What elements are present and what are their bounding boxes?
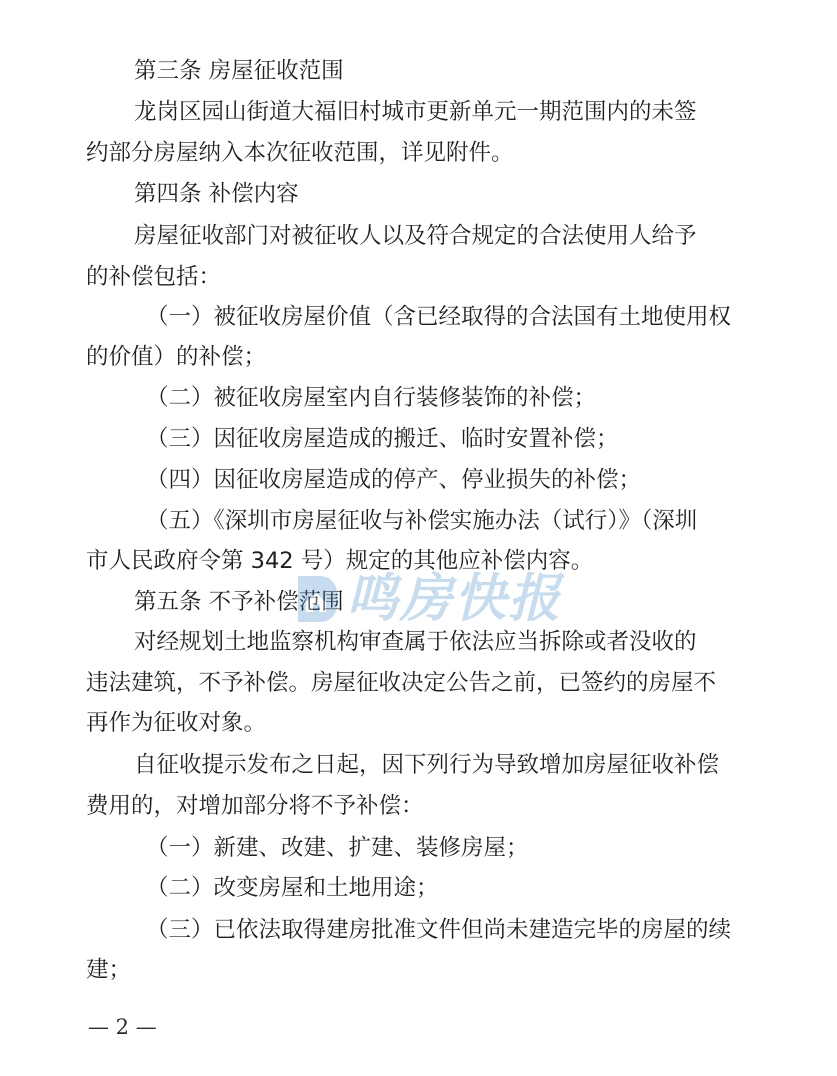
article-5-line-5: 费用的，对增加部分将不予补偿： (86, 793, 424, 819)
article-5-line-3: 再作为征收对象。 (86, 710, 267, 736)
article-4-item-3: （三）因征收房屋造成的搬迁、临时安置补偿； (146, 426, 619, 452)
article-4-item-2: （二）被征收房屋室内自行装修装饰的补偿； (146, 385, 597, 411)
article-5-heading: 第五条 不予补偿范围 (134, 589, 344, 615)
article-4-item-1: （一）被征收房屋价值（含已经取得的合法国有土地使用权 (146, 304, 732, 330)
article-5-item-1: （一）新建、改建、扩建、装修房屋； (146, 835, 529, 861)
article-4-item-5: （五）《深圳市房屋征收与补偿实施办法（试行）》（深圳 (146, 508, 698, 534)
article-3-line-1: 龙岗区园山街道大福旧村城市更新单元一期范围内的未签 (134, 99, 697, 125)
article-4-line-1: 房屋征收部门对被征收人以及符合规定的合法使用人给予 (134, 223, 697, 249)
article-5-item-3-cont: 建； (86, 957, 132, 983)
article-4-item-5-cont: 市人民政府令第 342 号）规定的其他应补偿内容。 (86, 548, 594, 574)
page-number: — 2 — (88, 1015, 157, 1039)
article-5-line-4: 自征收提示发布之日起，因下列行为导致增加房屋征收补偿 (134, 752, 720, 778)
house-logo-icon (292, 572, 340, 626)
article-4-line-2: 的补偿包括： (86, 264, 222, 290)
article-5-line-1: 对经规划土地监察机构审查属于依法应当拆除或者没收的 (134, 629, 697, 655)
article-3-line-2: 约部分房屋纳入本次征收范围，详见附件。 (86, 140, 514, 166)
watermark-text: 鸣房快报 (346, 569, 563, 629)
article-4-item-1-cont: 的价值）的补偿； (86, 344, 267, 370)
article-5-item-3: （三）已依法取得建房批准文件但尚未建造完毕的房屋的续 (146, 917, 732, 943)
article-4-item-4: （四）因征收房屋造成的停产、停业损失的补偿； (146, 467, 642, 493)
article-4-heading: 第四条 补偿内容 (134, 181, 299, 207)
article-5-item-2: （二）改变房屋和土地用途； (146, 875, 439, 901)
watermark (292, 568, 622, 630)
article-3-heading: 第三条 房屋征收范围 (134, 58, 344, 84)
article-5-line-2: 违法建筑，不予补偿。房屋征收决定公告之前，已签约的房屋不 (86, 670, 717, 696)
